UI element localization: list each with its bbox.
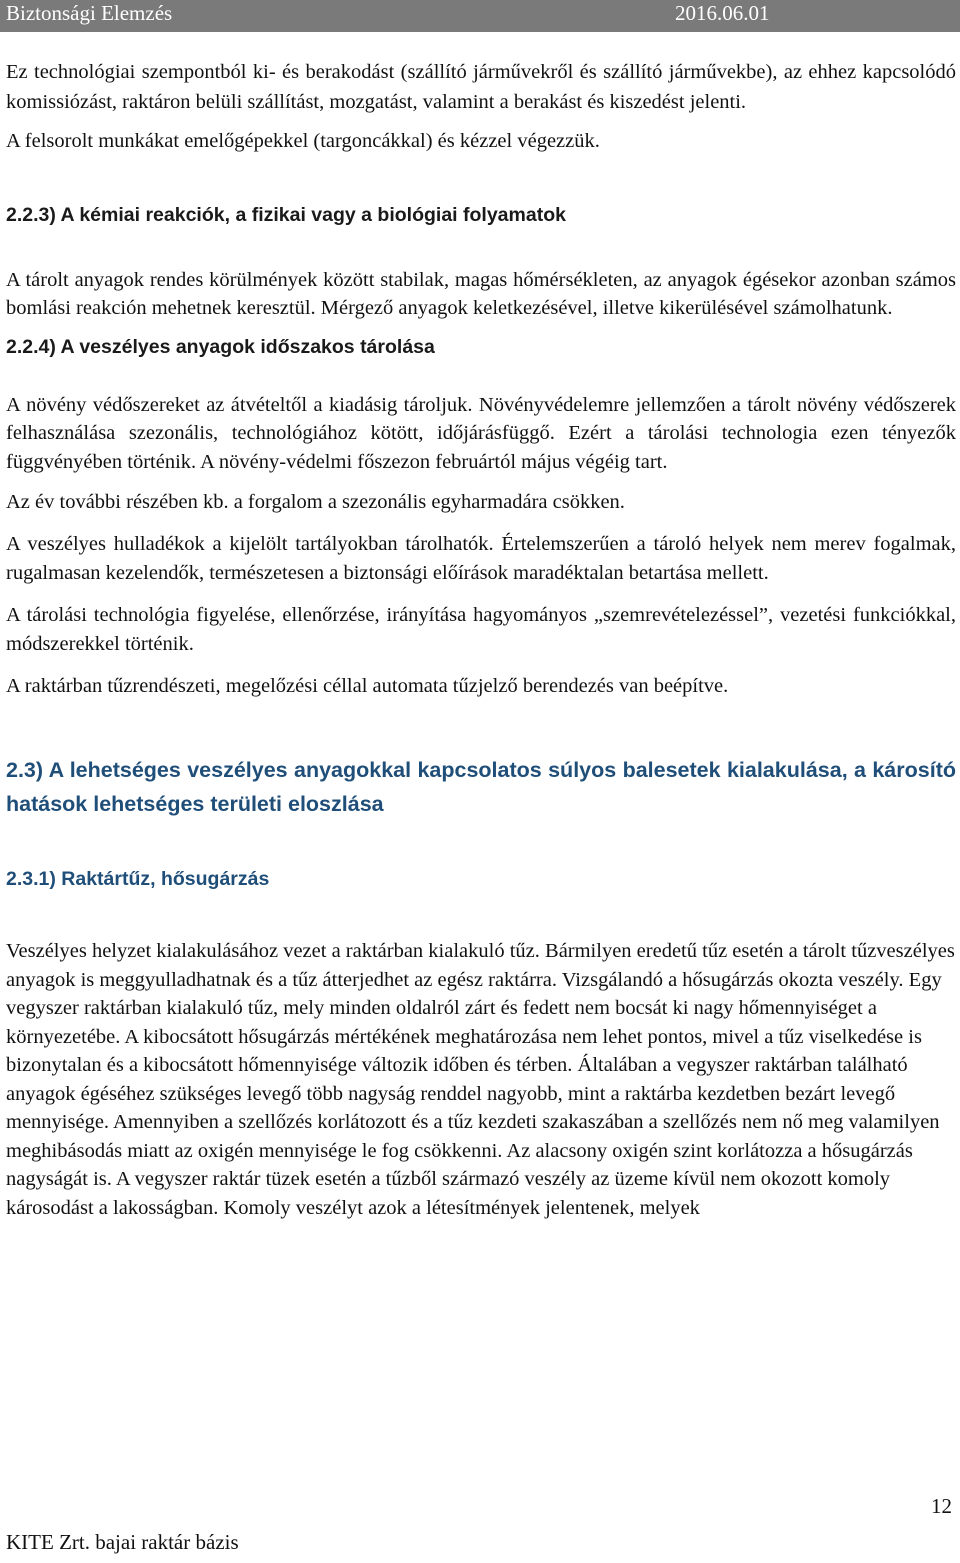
paragraph-intro: Ez technológiai szempontból ki- és berakodást (szállító járművekről és szállító járművekbe), az ehhez kapcsolódó komissiózást, raktáron belüli szállítást, mozgatást, valamint a berakást és kiszedést jelenti. <box>6 61 956 113</box>
section-heading-2-2-3: 2.2.3) A kémiai reakciók, a fizikai vagy a biológiai folyamatok <box>6 203 566 226</box>
paragraph-monitoring: A tárolási technológia figyelése, ellenőrzése, irányítása hagyományos „szemrevételezéssel”, vezetési funkciókkal, módszerekkel történik. <box>6 603 956 655</box>
page-header <box>0 0 960 32</box>
page-number: 12 <box>931 1494 952 1518</box>
document-body <box>6 58 956 1222</box>
section-heading-2-3: 2.3) A lehetséges veszélyes anyagokkal kapcsolatos súlyos balesetek kialakulása, a károsító hatások lehetséges területi eloszlása <box>6 758 956 816</box>
paragraph-storage: A növény védőszereket az átvételtől a kiadásig tároljuk. Növényvédelemre jellemzően a tárolt növény védőszerek felhasználása szezonális, technológiához kötött, időjárásfüggő. Ezért a tárolási technologia ezen tényezők függvényében történik. A növény-védelmi főszezon februártól május végéig tart. <box>6 393 956 473</box>
section-heading-2-3-1: 2.3.1) Raktártűz, hősugárzás <box>6 868 270 890</box>
footer-company: KITE Zrt. bajai raktár bázis <box>6 1530 239 1554</box>
paragraph-fire-alarm: A raktárban tűzrendészeti, megelőzési céllal automata tűzjelző berendezés van beépítve. <box>6 674 729 697</box>
paragraph-chemical-reactions: A tárolt anyagok rendes körülmények között stabilak, magas hőmérsékleten, az anyagok égésekor azonban számos bomlási reakción mehetnek keresztül. Mérgező anyagok keletkezésével, illetve kikerülésével számolhatunk. <box>6 268 956 319</box>
paragraph-warehouse-fire: Veszélyes helyzet kialakulásához vezet a raktárban kialakuló tűz. Bármilyen eredetű tűz esetén a tárolt tűzveszélyes anyagok is meggyulladhatnak és a tűz átterjedhet az egész raktárra. Vizsgálandó a hősugárzás okozta veszély. Egy vegyszer raktárban kialakuló tűz, mely minden oldalról zárt és fedett nem bocsát ki nagy hőmennyiséget a környezetébe. A kibocsátott hősugárzás mértékének meghatározása nem lehet pontos, mivel a tűz viselkedése is bizonytalan és a kibocsátott hőmennyisége változik időben és térben. Általában a vegyszer raktárban található anyagok égéséhez szükséges levegő több nagyság renddel nagyobb, mint a raktárba kezdetben bezárt levegő mennyisége. Amennyiben a szellőzés korlátozott és a tűz kezdeti szakaszában a szellőzés nem nő meg valamilyen meghibásodás miatt az oxigén mennyisége le fog csökkenni. Az alacsony oxigén szint korlátozza a hősugárzás nagyságát is. A vegyszer raktár tüzek esetén a tűzből származó veszély az üzeme kívül nem okozott komoly károsodást a lakosságban. Komoly veszélyt azok a létesítmények jelentenek, melyek <box>6 940 955 1219</box>
paragraph-equipment: A felsorolt munkákat emelőgépekkel (targoncákkal) és kézzel végezzük. <box>6 130 600 152</box>
section-heading-2-2-4: 2.2.4) A veszélyes anyagok időszakos tárolása <box>6 335 435 358</box>
header-date: 2016.06.01 <box>675 1 770 25</box>
header-title: Biztonsági Elemzés <box>6 1 173 25</box>
paragraph-traffic: Az év további részében kb. a forgalom a szezonális egyharmadára csökken. <box>6 491 625 513</box>
paragraph-waste: A veszélyes hulladékok a kijelölt tartályokban tárolhatók. Értelemszerűen a tároló helyek nem merev fogalmak, rugalmasan kezelendők, természetesen a biztonsági előírások maradéktalan betartása mellett. <box>6 532 956 584</box>
